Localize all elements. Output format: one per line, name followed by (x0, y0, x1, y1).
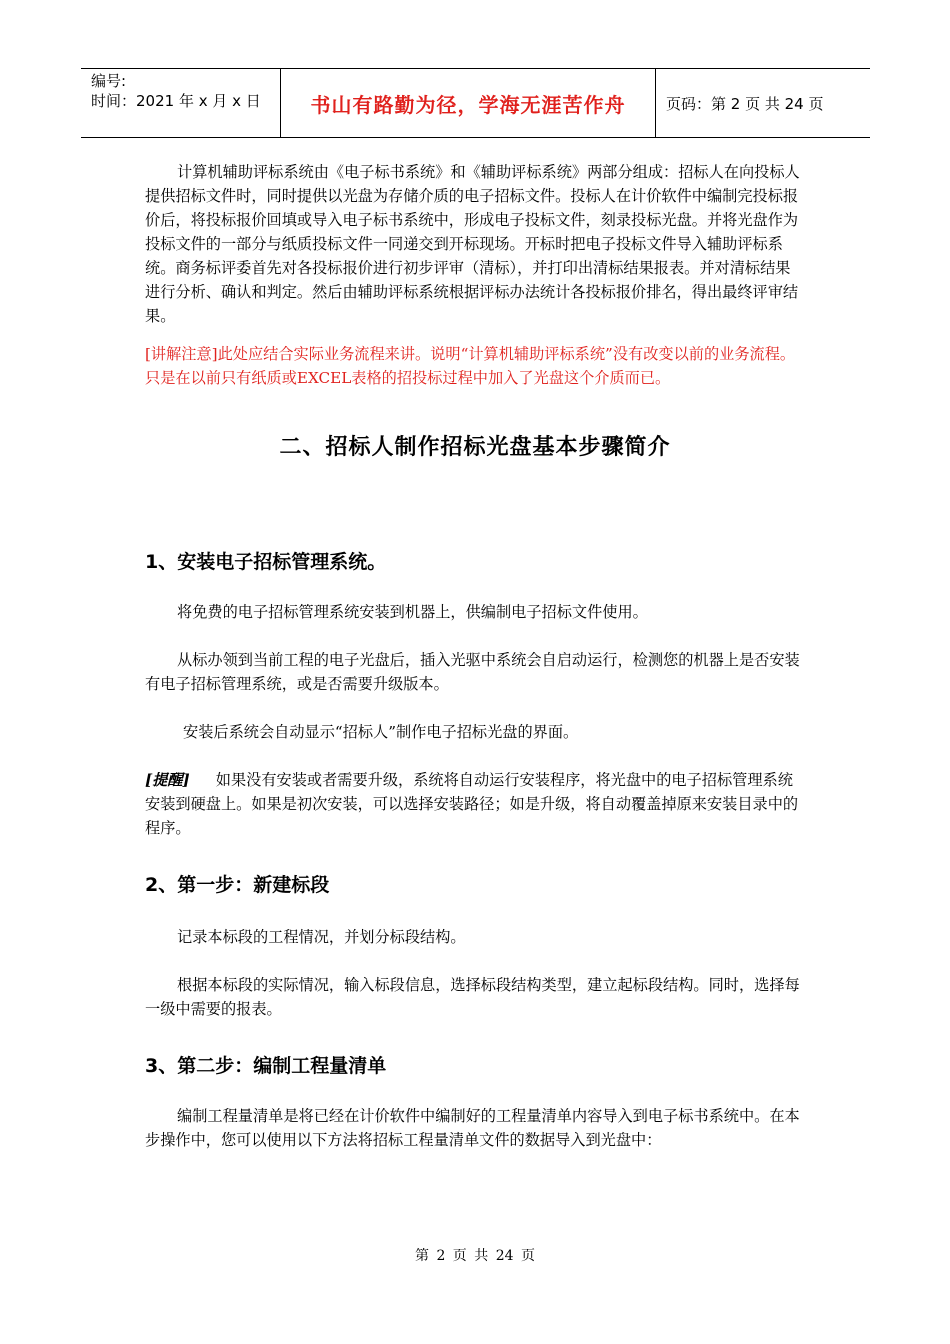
tip-text: 如果没有安装或者需要升级，系统将自动运行安装程序，将光盘中的电子招标管理系统安装到硬盘上。如果是初次安装，可以选择安装路径；如是升级，将自动覆盖掉原来安装目录中的程序。 (145, 771, 799, 837)
page-header (81, 68, 870, 138)
step2-heading: 2、第一步：新建标段 (145, 874, 330, 896)
step2-paragraph-1: 记录本标段的工程情况，并划分标段结构。 (177, 928, 466, 946)
time-label: 时间：2021 年 x 月 x 日 (91, 92, 261, 110)
header-motto: 书山有路勤为径，学海无涯苦作舟 (281, 69, 656, 137)
step1-paragraph-2: 从标办领到当前工程的电子光盘后，插入光驱中系统会自启动运行，检测您的机器上是否安装有电子招标管理系统，或是否需要升级版本。 (145, 651, 800, 693)
step2-paragraph-2: 根据本标段的实际情况，输入标段信息，选择标段结构类型，建立起标段结构。同时，选择每一级中需要的报表。 (145, 976, 800, 1018)
number-label: 编号: (91, 72, 127, 90)
step3-paragraph-1: 编制工程量清单是将已经在计价软件中编制好的工程量清单内容导入到电子标书系统中。在本步操作中，您可以使用以下方法将招标工程量清单文件的数据导入到光盘中： (145, 1107, 800, 1149)
lecture-note: [讲解注意]此处应结合实际业务流程来讲。说明“计算机辅助评标系统”没有改变以前的业务流程。只是在以前只有纸质或EXCEL表格的招投标过程中加入了光盘这个介质而已。 (145, 345, 796, 387)
header-page-info: 页码：第 2 页 共 24 页 (666, 94, 824, 113)
section-title: 二、招标人制作招标光盘基本步骤简介 (279, 435, 671, 460)
step1-heading: 1、安装电子招标管理系统。 (145, 551, 387, 573)
tip-paragraph (145, 768, 805, 840)
tip-label: [提醒] (145, 771, 190, 789)
header-meta-cell (81, 69, 281, 137)
step1-paragraph-1: 将免费的电子招标管理系统安装到机器上，供编制电子招标文件使用。 (177, 603, 648, 621)
intro-paragraph: 计算机辅助评标系统由《电子标书系统》和《辅助评标系统》两部分组成：招标人在向投标人提供招标文件时，同时提供以光盘为存储介质的电子招标文件。投标人在计价软件中编制完投标报价后，将投标报价回填或导入电子标书系统中，形成电子投标文件，刻录投标光盘。并将光盘作为投标文件的一部分与纸质投标文件一同递交到开标现场。开标时把电子投标文件导入辅助评标系统。商务标评委首先对各投标报价进行初步评审（清标），并打印出清标结果报表。并对清标结果进行分析、确认和判定。然后由辅助评标系统根据评标办法统计各投标报价排名，得出最终评审结果。 (145, 163, 800, 325)
page-footer: 第 2 页 共 24 页 (415, 1248, 535, 1264)
step3-heading: 3、第二步：编制工程量清单 (145, 1055, 387, 1077)
step1-paragraph-3: 安装后系统会自动显示“招标人”制作电子招标光盘的界面。 (183, 723, 579, 741)
document-body (145, 160, 805, 1152)
